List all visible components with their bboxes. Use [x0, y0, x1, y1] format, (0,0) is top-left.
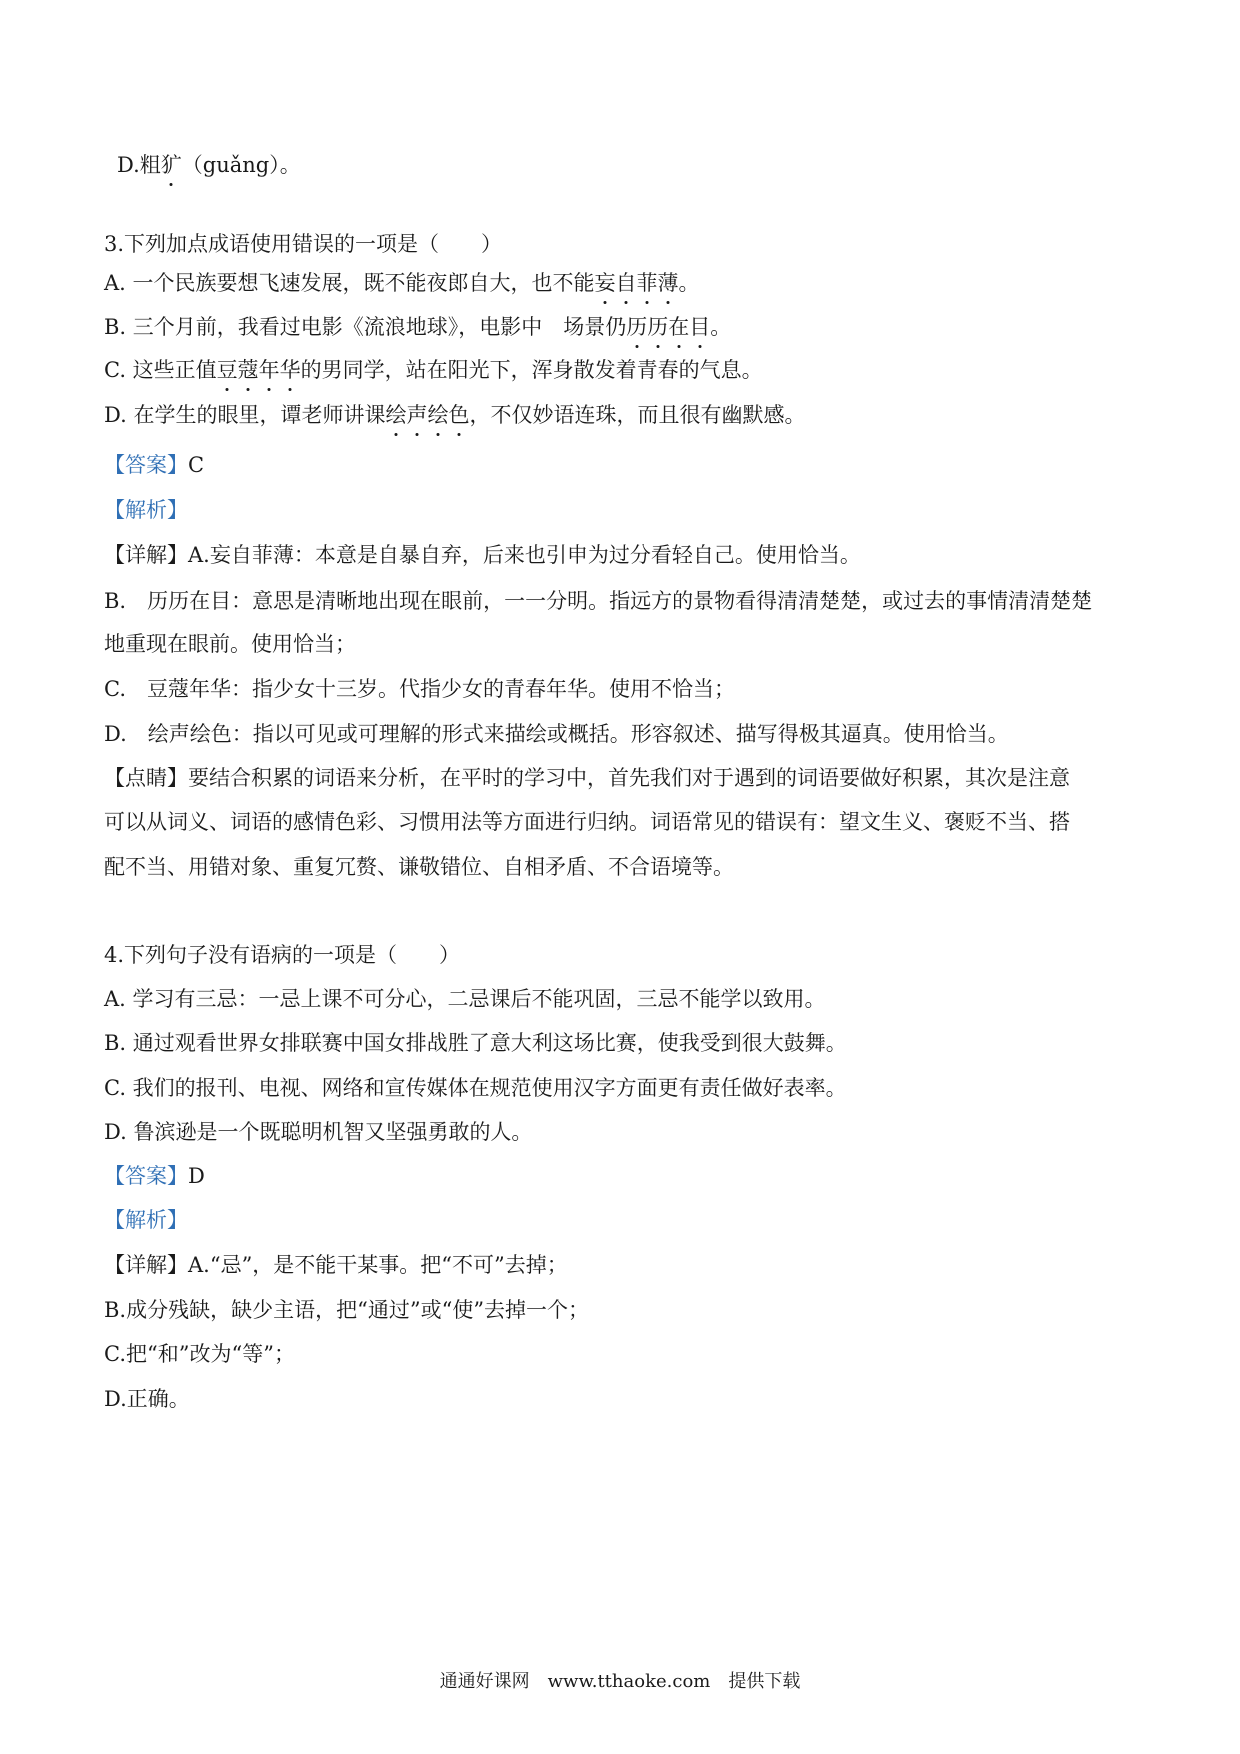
- emphasis-char: 蔻: [237, 358, 259, 382]
- emphasis-char: 历: [626, 315, 648, 339]
- q3-option-c: [104, 356, 763, 384]
- emphasis-char: 薄: [657, 271, 679, 295]
- emphasis-char: 豆: [216, 358, 238, 382]
- q3-tip-line: 配不当、用错对象、重复冗赘、谦敬错位、自相矛盾、不合语境等。: [104, 855, 734, 879]
- q3-option-b-text: B. 三个月前，我看过电影《流浪地球》，电影中 场景仍: [104, 315, 627, 339]
- answer-value: C: [188, 453, 205, 477]
- q3-option-b: [104, 313, 731, 341]
- q3-option-c-text: C. 这些正值: [104, 358, 217, 382]
- q3-option-a-end: 。: [678, 271, 700, 295]
- q3-detail-line: B. 历历在目：意思是清晰地出现在眼前，一一分明。指远方的景物看得清清楚楚，或过去的事情清清楚楚: [104, 589, 1093, 613]
- q4-detail-line: D.正确。: [104, 1387, 190, 1411]
- q3-option-a-text: A. 一个民族要想飞速发展，既不能夜郎自大，也不能: [104, 271, 595, 295]
- q3-option-a: [104, 269, 700, 297]
- q3-option-c-end: 的男同学，站在阳光下，浑身散发着青春的气息。: [300, 358, 763, 382]
- q4-option-b: B. 通过观看世界女排联赛中国女排战胜了意大利这场比赛，使我受到很大鼓舞。: [104, 1031, 847, 1055]
- emphasis-char: 年: [258, 358, 280, 382]
- q3-tip-line: 【点睛】要结合积累的词语来分析，在平时的学习中，首先我们对于遇到的词语要做好积累，其次是注意: [104, 766, 1070, 790]
- emphasis-char: 在: [668, 315, 690, 339]
- q4-detail-line: C.把“和”改为“等”；: [104, 1342, 295, 1366]
- q3-option-d-text: D. 在学生的眼里，谭老师讲课: [104, 403, 386, 427]
- answer-label: 【答案】: [104, 1164, 188, 1188]
- emphasis-char: 自: [615, 271, 637, 295]
- q3-detail-line: 【详解】A.妄自菲薄：本意是自暴自弃，后来也引申为过分看轻自己。使用恰当。: [104, 543, 861, 567]
- q3-answer: [104, 451, 204, 479]
- emphasis-char: 绘: [385, 403, 407, 427]
- q4-option-c: C. 我们的报刊、电视、网络和宣传媒体在规范使用汉字方面更有责任做好表率。: [104, 1076, 847, 1100]
- emphasis-char: 绘: [427, 403, 449, 427]
- q4-detail-line: B.成分残缺，缺少主语，把“通过”或“使”去掉一个；: [104, 1298, 590, 1322]
- q4-answer: [104, 1162, 205, 1190]
- q3-analysis-label: 【解析】: [104, 498, 188, 522]
- emphasis-char: 目: [689, 315, 711, 339]
- q4-detail-line: 【详解】A.“忌”，是不能干某事。把“不可”去掉；: [104, 1253, 568, 1277]
- q3-option-d: [104, 401, 805, 429]
- emphasis-char: 色: [448, 403, 470, 427]
- q4-question: 4.下列句子没有语病的一项是（ ）: [104, 943, 461, 967]
- emphasis-char: 历: [647, 315, 669, 339]
- q3-question: 3.下列加点成语使用错误的一项是（ ）: [104, 232, 503, 256]
- emphasis-char: 声: [406, 403, 428, 427]
- answer-value: D: [188, 1164, 205, 1188]
- emphasis-char: 犷: [160, 153, 182, 177]
- answer-label: 【答案】: [104, 453, 188, 477]
- q3-detail-line: 地重现在眼前。使用恰当；: [104, 632, 356, 656]
- q4-analysis-label: 【解析】: [104, 1208, 188, 1232]
- emphasis-char: 妄: [594, 271, 616, 295]
- q4-option-a: A. 学习有三忌：一忌上课不可分心，二忌课后不能巩固，三忌不能学以致用。: [104, 987, 826, 1011]
- q2-option-d: [117, 151, 301, 179]
- page-footer: 通通好课网 www.tthaoke.com 提供下载: [439, 1671, 801, 1692]
- q3-option-b-end: 。: [710, 315, 732, 339]
- q3-tip-line: 可以从词义、词语的感情色彩、习惯用法等方面进行归纳。词语常见的错误有：望文生义、褒贬不当、搭: [104, 810, 1070, 834]
- emphasis-char: 菲: [636, 271, 658, 295]
- q3-detail-line: C. 豆蔻年华：指少女十三岁。代指少女的青春年华。使用不恰当；: [104, 677, 735, 701]
- q2-option-d-text: D.粗: [117, 153, 161, 177]
- q3-detail-line: D. 绘声绘色：指以可见或可理解的形式来描绘或概括。形容叙述、描写得极其逼真。使用恰当。: [104, 722, 1009, 746]
- q4-option-d: D. 鲁滨逊是一个既聪明机智又坚强勇敢的人。: [104, 1120, 533, 1144]
- q3-option-d-end: ，不仅妙语连珠，而且很有幽默感。: [469, 403, 806, 427]
- q2-option-d-pinyin: （guǎng）。: [181, 153, 301, 177]
- emphasis-char: 华: [279, 358, 301, 382]
